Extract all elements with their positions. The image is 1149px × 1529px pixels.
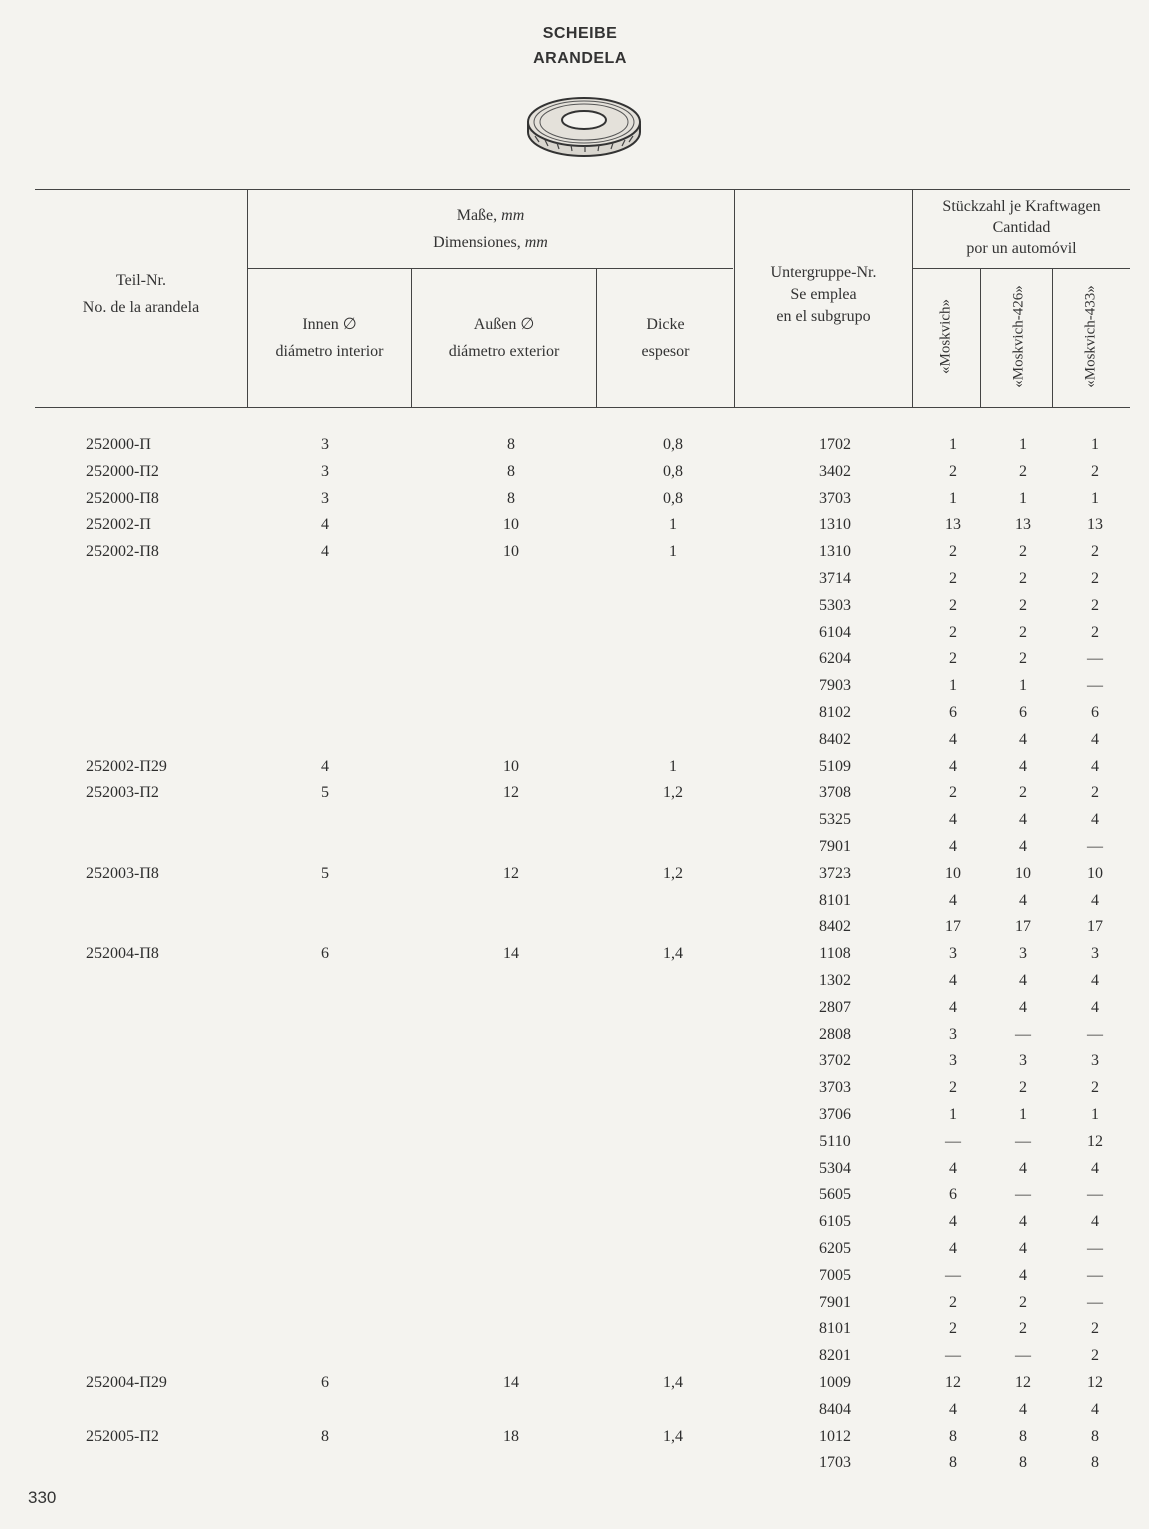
qty-moskvich-433-cell: 2 bbox=[1091, 570, 1099, 587]
header-thickness: Dicke espesor bbox=[641, 316, 690, 360]
qty-moskvich-433-cell: — bbox=[1087, 1240, 1103, 1257]
qty-moskvich-cell: 2 bbox=[949, 784, 957, 801]
thickness-cell: 1 bbox=[669, 516, 677, 533]
qty-moskvich-426-cell: — bbox=[1015, 1026, 1031, 1043]
subgroup-cell: 3714 bbox=[819, 570, 851, 587]
qty-moskvich-cell: 1 bbox=[949, 1106, 957, 1123]
part-number-cell: 252003-П8 bbox=[86, 865, 159, 882]
qty-moskvich-433-cell: 10 bbox=[1087, 865, 1103, 882]
qty-moskvich-433-cell: 17 bbox=[1087, 918, 1103, 935]
thickness-cell: 1,2 bbox=[663, 865, 683, 882]
inner-diameter-cell: 5 bbox=[321, 784, 329, 801]
outer-diameter-cell: 18 bbox=[503, 1428, 519, 1445]
thickness-cell: 0,8 bbox=[663, 463, 683, 480]
part-number-cell: 252002-П29 bbox=[86, 758, 167, 775]
qty-moskvich-426-cell: 2 bbox=[1019, 784, 1027, 801]
subgroup-cell: 7005 bbox=[819, 1267, 851, 1284]
qty-moskvich-433-cell: 8 bbox=[1091, 1454, 1099, 1471]
qty-moskvich-426-cell: 2 bbox=[1019, 570, 1027, 587]
header-model-moskvich-433: «Moskvich-433» bbox=[1082, 285, 1099, 388]
qty-moskvich-cell: 4 bbox=[949, 999, 957, 1016]
subgroup-cell: 8402 bbox=[819, 731, 851, 748]
qty-moskvich-426-cell: 4 bbox=[1019, 1267, 1027, 1284]
part-number-cell: 252000-П2 bbox=[86, 463, 159, 480]
outer-diameter-cell: 10 bbox=[503, 516, 519, 533]
qty-moskvich-cell: 2 bbox=[949, 1320, 957, 1337]
qty-moskvich-cell: 1 bbox=[949, 677, 957, 694]
qty-moskvich-cell: 3 bbox=[949, 1052, 957, 1069]
qty-moskvich-cell: 8 bbox=[949, 1454, 957, 1471]
thickness-cell: 1,4 bbox=[663, 945, 683, 962]
subgroup-cell: 8101 bbox=[819, 1320, 851, 1337]
qty-moskvich-cell: 3 bbox=[949, 1026, 957, 1043]
outer-diameter-cell: 12 bbox=[503, 784, 519, 801]
qty-moskvich-cell: 4 bbox=[949, 1213, 957, 1230]
subgroup-cell: 1108 bbox=[819, 945, 851, 962]
inner-diameter-cell: 3 bbox=[321, 463, 329, 480]
qty-moskvich-426-cell: 4 bbox=[1019, 838, 1027, 855]
qty-moskvich-433-cell: 2 bbox=[1091, 624, 1099, 641]
outer-diameter-cell: 10 bbox=[503, 543, 519, 560]
qty-moskvich-433-cell: 4 bbox=[1091, 972, 1099, 989]
qty-moskvich-426-cell: — bbox=[1015, 1133, 1031, 1150]
qty-moskvich-426-cell: 2 bbox=[1019, 1320, 1027, 1337]
qty-moskvich-cell: 17 bbox=[945, 918, 961, 935]
qty-moskvich-433-cell: — bbox=[1087, 1294, 1103, 1311]
subgroup-cell: 3708 bbox=[819, 784, 851, 801]
qty-moskvich-433-cell: 3 bbox=[1091, 945, 1099, 962]
qty-moskvich-433-cell: 4 bbox=[1091, 1213, 1099, 1230]
qty-moskvich-426-cell: 3 bbox=[1019, 1052, 1027, 1069]
qty-moskvich-cell: 1 bbox=[949, 436, 957, 453]
qty-moskvich-426-cell: 4 bbox=[1019, 1213, 1027, 1230]
qty-moskvich-cell: 4 bbox=[949, 892, 957, 909]
thickness-cell: 1 bbox=[669, 543, 677, 560]
qty-moskvich-426-cell: 13 bbox=[1015, 516, 1031, 533]
subgroup-cell: 8404 bbox=[819, 1401, 851, 1418]
qty-moskvich-cell: 4 bbox=[949, 811, 957, 828]
qty-moskvich-433-cell: 2 bbox=[1091, 1079, 1099, 1096]
qty-moskvich-cell: 3 bbox=[949, 945, 957, 962]
qty-moskvich-426-cell: 4 bbox=[1019, 1160, 1027, 1177]
qty-moskvich-426-cell: 2 bbox=[1019, 650, 1027, 667]
qty-moskvich-433-cell: 2 bbox=[1091, 463, 1099, 480]
subgroup-cell: 1009 bbox=[819, 1374, 851, 1391]
subgroup-cell: 3723 bbox=[819, 865, 851, 882]
subgroup-cell: 5605 bbox=[819, 1186, 851, 1203]
qty-moskvich-433-cell: 4 bbox=[1091, 811, 1099, 828]
qty-moskvich-433-cell: — bbox=[1087, 1267, 1103, 1284]
qty-moskvich-cell: 4 bbox=[949, 1160, 957, 1177]
qty-moskvich-433-cell: 4 bbox=[1091, 731, 1099, 748]
part-number-cell: 252004-П29 bbox=[86, 1374, 167, 1391]
qty-moskvich-cell: 1 bbox=[949, 490, 957, 507]
subgroup-cell: 3706 bbox=[819, 1106, 851, 1123]
qty-moskvich-cell: 2 bbox=[949, 624, 957, 641]
subgroup-cell: 8102 bbox=[819, 704, 851, 721]
qty-moskvich-433-cell: 3 bbox=[1091, 1052, 1099, 1069]
qty-moskvich-426-cell: 4 bbox=[1019, 892, 1027, 909]
subgroup-cell: 6204 bbox=[819, 650, 851, 667]
qty-moskvich-cell: 2 bbox=[949, 543, 957, 560]
qty-moskvich-433-cell: 1 bbox=[1091, 490, 1099, 507]
part-number-cell: 252005-П2 bbox=[86, 1428, 159, 1445]
qty-moskvich-426-cell: 4 bbox=[1019, 811, 1027, 828]
subgroup-cell: 3702 bbox=[819, 1052, 851, 1069]
subgroup-cell: 5304 bbox=[819, 1160, 851, 1177]
col-divider-7 bbox=[1052, 268, 1053, 407]
qty-moskvich-433-cell: 6 bbox=[1091, 704, 1099, 721]
qty-moskvich-cell: 2 bbox=[949, 597, 957, 614]
qty-moskvich-cell: — bbox=[945, 1267, 961, 1284]
thickness-cell: 1,4 bbox=[663, 1428, 683, 1445]
part-number-cell: 252000-П bbox=[86, 436, 151, 453]
qty-moskvich-426-cell: 4 bbox=[1019, 1240, 1027, 1257]
qty-moskvich-426-cell: 2 bbox=[1019, 463, 1027, 480]
qty-moskvich-cell: 4 bbox=[949, 972, 957, 989]
qty-moskvich-433-cell: 12 bbox=[1087, 1374, 1103, 1391]
qty-moskvich-426-cell: 2 bbox=[1019, 1294, 1027, 1311]
qty-moskvich-433-cell: 8 bbox=[1091, 1428, 1099, 1445]
qty-moskvich-426-cell: 17 bbox=[1015, 918, 1031, 935]
outer-diameter-cell: 8 bbox=[507, 436, 515, 453]
qty-moskvich-433-cell: 4 bbox=[1091, 892, 1099, 909]
subgroup-cell: 2807 bbox=[819, 999, 851, 1016]
qty-moskvich-426-cell: 3 bbox=[1019, 945, 1027, 962]
part-number-cell: 252004-П8 bbox=[86, 945, 159, 962]
outer-diameter-cell: 14 bbox=[503, 945, 519, 962]
thickness-cell: 0,8 bbox=[663, 436, 683, 453]
header-model-moskvich: «Moskvich» bbox=[937, 299, 954, 374]
qty-moskvich-433-cell: 13 bbox=[1087, 516, 1103, 533]
qty-moskvich-433-cell: 1 bbox=[1091, 1106, 1099, 1123]
header-bottom-rule bbox=[35, 407, 1130, 408]
subgroup-cell: 5303 bbox=[819, 597, 851, 614]
qty-moskvich-cell: 10 bbox=[945, 865, 961, 882]
part-number-cell: 252003-П2 bbox=[86, 784, 159, 801]
page-number: 330 bbox=[28, 1488, 57, 1507]
qty-moskvich-433-cell: — bbox=[1087, 650, 1103, 667]
qty-moskvich-426-cell: 4 bbox=[1019, 999, 1027, 1016]
subgroup-cell: 1703 bbox=[819, 1454, 851, 1471]
qty-moskvich-cell: — bbox=[945, 1133, 961, 1150]
subgroup-cell: 1702 bbox=[819, 436, 851, 453]
qty-moskvich-426-cell: 1 bbox=[1019, 677, 1027, 694]
table-top-rule bbox=[35, 189, 1130, 190]
header-outer-diameter: Außen ∅ diámetro exterior bbox=[448, 316, 560, 360]
title-spanish: ARANDELA bbox=[533, 50, 627, 67]
qty-moskvich-cell: 8 bbox=[949, 1428, 957, 1445]
qty-moskvich-433-cell: 2 bbox=[1091, 1320, 1099, 1337]
qty-moskvich-cell: 4 bbox=[949, 731, 957, 748]
inner-diameter-cell: 3 bbox=[321, 490, 329, 507]
header-quantity: Stückzahl je Kraftwagen Cantidad por un automóvil bbox=[942, 198, 1101, 257]
qty-moskvich-426-cell: 1 bbox=[1019, 1106, 1027, 1123]
inner-diameter-cell: 5 bbox=[321, 865, 329, 882]
qty-moskvich-426-cell: 2 bbox=[1019, 543, 1027, 560]
inner-diameter-cell: 6 bbox=[321, 945, 329, 962]
header-part-number: Teil-Nr. No. de la arandela bbox=[82, 272, 200, 316]
qty-moskvich-cell: 4 bbox=[949, 838, 957, 855]
subgroup-cell: 8201 bbox=[819, 1347, 851, 1364]
qty-moskvich-426-cell: 1 bbox=[1019, 436, 1027, 453]
subgroup-cell: 6105 bbox=[819, 1213, 851, 1230]
thickness-cell: 1,4 bbox=[663, 1374, 683, 1391]
thickness-cell: 0,8 bbox=[663, 490, 683, 507]
qty-moskvich-426-cell: 2 bbox=[1019, 624, 1027, 641]
qty-moskvich-cell: 2 bbox=[949, 570, 957, 587]
inner-diameter-cell: 6 bbox=[321, 1374, 329, 1391]
qty-moskvich-cell: 12 bbox=[945, 1374, 961, 1391]
subgroup-cell: 8101 bbox=[819, 892, 851, 909]
subgroup-cell: 6104 bbox=[819, 624, 851, 641]
qty-moskvich-426-cell: 4 bbox=[1019, 972, 1027, 989]
qty-moskvich-433-cell: 2 bbox=[1091, 543, 1099, 560]
dimensions-sub-rule bbox=[248, 268, 733, 269]
qty-moskvich-433-cell: 12 bbox=[1087, 1133, 1103, 1150]
qty-moskvich-426-cell: 4 bbox=[1019, 731, 1027, 748]
qty-moskvich-cell: 2 bbox=[949, 1079, 957, 1096]
qty-moskvich-cell: 13 bbox=[945, 516, 961, 533]
header-model-moskvich-426: «Moskvich-426» bbox=[1010, 285, 1027, 388]
header-inner-diameter: Innen ∅ diámetro interior bbox=[275, 316, 384, 360]
qty-moskvich-426-cell: 1 bbox=[1019, 490, 1027, 507]
qty-moskvich-cell: 2 bbox=[949, 1294, 957, 1311]
inner-diameter-cell: 4 bbox=[321, 543, 329, 560]
qty-moskvich-433-cell: 2 bbox=[1091, 784, 1099, 801]
thickness-cell: 1 bbox=[669, 758, 677, 775]
washer-illustration bbox=[525, 92, 643, 160]
subgroup-cell: 7901 bbox=[819, 1294, 851, 1311]
outer-diameter-cell: 12 bbox=[503, 865, 519, 882]
part-number-cell: 252002-П8 bbox=[86, 543, 159, 560]
qty-moskvich-433-cell: 4 bbox=[1091, 1401, 1099, 1418]
qty-moskvich-426-cell: 12 bbox=[1015, 1374, 1031, 1391]
subgroup-cell: 1302 bbox=[819, 972, 851, 989]
col-divider-6 bbox=[980, 268, 981, 407]
outer-diameter-cell: 8 bbox=[507, 490, 515, 507]
qty-moskvich-426-cell: — bbox=[1015, 1347, 1031, 1364]
subgroup-cell: 3703 bbox=[819, 490, 851, 507]
qty-moskvich-426-cell: 8 bbox=[1019, 1454, 1027, 1471]
qty-moskvich-433-cell: 2 bbox=[1091, 597, 1099, 614]
thickness-cell: 1,2 bbox=[663, 784, 683, 801]
header-subgroup: Untergruppe-Nr. Se emplea en el subgrupo bbox=[770, 264, 877, 325]
inner-diameter-cell: 8 bbox=[321, 1428, 329, 1445]
qty-moskvich-433-cell: 2 bbox=[1091, 1347, 1099, 1364]
qty-moskvich-426-cell: 4 bbox=[1019, 758, 1027, 775]
qty-moskvich-426-cell: 10 bbox=[1015, 865, 1031, 882]
outer-diameter-cell: 8 bbox=[507, 463, 515, 480]
outer-diameter-cell: 10 bbox=[503, 758, 519, 775]
subgroup-cell: 5325 bbox=[819, 811, 851, 828]
subgroup-cell: 6205 bbox=[819, 1240, 851, 1257]
qty-moskvich-433-cell: 4 bbox=[1091, 758, 1099, 775]
subgroup-cell: 5109 bbox=[819, 758, 851, 775]
subgroup-cell: 1310 bbox=[819, 516, 851, 533]
title-german: SCHEIBE bbox=[542, 25, 618, 42]
qty-moskvich-426-cell: 2 bbox=[1019, 1079, 1027, 1096]
qty-moskvich-cell: 2 bbox=[949, 463, 957, 480]
qty-moskvich-426-cell: 8 bbox=[1019, 1428, 1027, 1445]
subgroup-cell: 1012 bbox=[819, 1428, 851, 1445]
qty-moskvich-cell: 4 bbox=[949, 1240, 957, 1257]
subgroup-cell: 8402 bbox=[819, 918, 851, 935]
qty-moskvich-cell: 4 bbox=[949, 758, 957, 775]
qty-moskvich-433-cell: 1 bbox=[1091, 436, 1099, 453]
qty-moskvich-426-cell: 4 bbox=[1019, 1401, 1027, 1418]
qty-moskvich-cell: 6 bbox=[949, 1186, 957, 1203]
qty-moskvich-426-cell: — bbox=[1015, 1186, 1031, 1203]
qty-moskvich-433-cell: — bbox=[1087, 677, 1103, 694]
qty-moskvich-433-cell: — bbox=[1087, 1186, 1103, 1203]
outer-diameter-cell: 14 bbox=[503, 1374, 519, 1391]
subgroup-cell: 2808 bbox=[819, 1026, 851, 1043]
qty-moskvich-433-cell: — bbox=[1087, 838, 1103, 855]
qty-moskvich-433-cell: — bbox=[1087, 1026, 1103, 1043]
qty-moskvich-426-cell: 2 bbox=[1019, 597, 1027, 614]
part-number-cell: 252000-П8 bbox=[86, 490, 159, 507]
qty-moskvich-cell: 2 bbox=[949, 650, 957, 667]
header-dimensions: Maße, mm Dimensiones, mm bbox=[433, 207, 548, 251]
part-number-cell: 252002-П bbox=[86, 516, 151, 533]
qty-moskvich-cell: 6 bbox=[949, 704, 957, 721]
subgroup-cell: 3402 bbox=[819, 463, 851, 480]
qty-moskvich-cell: — bbox=[945, 1347, 961, 1364]
subgroup-cell: 1310 bbox=[819, 543, 851, 560]
subgroup-cell: 7903 bbox=[819, 677, 851, 694]
subgroup-cell: 7901 bbox=[819, 838, 851, 855]
qty-moskvich-433-cell: 4 bbox=[1091, 1160, 1099, 1177]
qty-moskvich-426-cell: 6 bbox=[1019, 704, 1027, 721]
qty-moskvich-cell: 4 bbox=[949, 1401, 957, 1418]
inner-diameter-cell: 4 bbox=[321, 758, 329, 775]
subgroup-cell: 5110 bbox=[819, 1133, 851, 1150]
inner-diameter-cell: 3 bbox=[321, 436, 329, 453]
subgroup-cell: 3703 bbox=[819, 1079, 851, 1096]
inner-diameter-cell: 4 bbox=[321, 516, 329, 533]
qty-moskvich-433-cell: 4 bbox=[1091, 999, 1099, 1016]
